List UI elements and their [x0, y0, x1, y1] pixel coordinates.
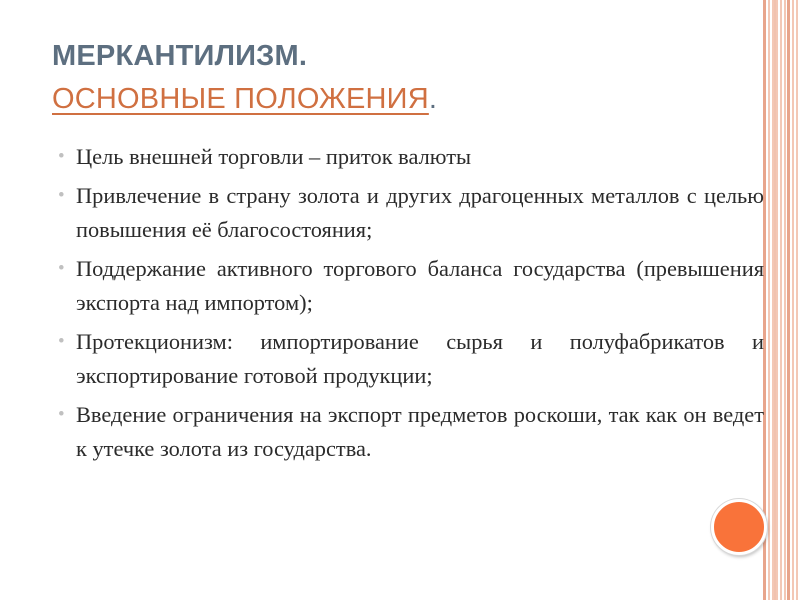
slide-subtitle-period: . — [428, 83, 438, 115]
bullet-item: • Привлечение в страну золота и других драгоценных металлов с целью повышения её благосостояния; — [58, 179, 764, 248]
bullet-list — [58, 140, 764, 471]
bullet-item: • Протекционизм: импортирование сырья и полуфабрикатов и экспортирование готовой продукции; — [58, 325, 764, 394]
decorative-side-stripes — [762, 0, 800, 600]
slide-title: МЕРКАНТИЛИЗМ. — [52, 40, 308, 72]
slide-subtitle-text: ОСНОВНЫЕ ПОЛОЖЕНИЯ — [52, 83, 429, 115]
decorative-orange-circle — [711, 499, 767, 555]
bullet-item: • Цель внешней торговли – приток валюты — [58, 140, 764, 175]
decorative-stripe — [787, 0, 790, 600]
slide-subtitle — [52, 80, 437, 118]
decorative-stripe — [774, 0, 776, 600]
bullet-item: • Введение ограничения на экспорт предметов роскоши, так как он ведет к утечке золота из государства. — [58, 398, 764, 467]
bullet-item: • Поддержание активного торгового баланса государства (превышения экспорта над импортом); — [58, 252, 764, 321]
